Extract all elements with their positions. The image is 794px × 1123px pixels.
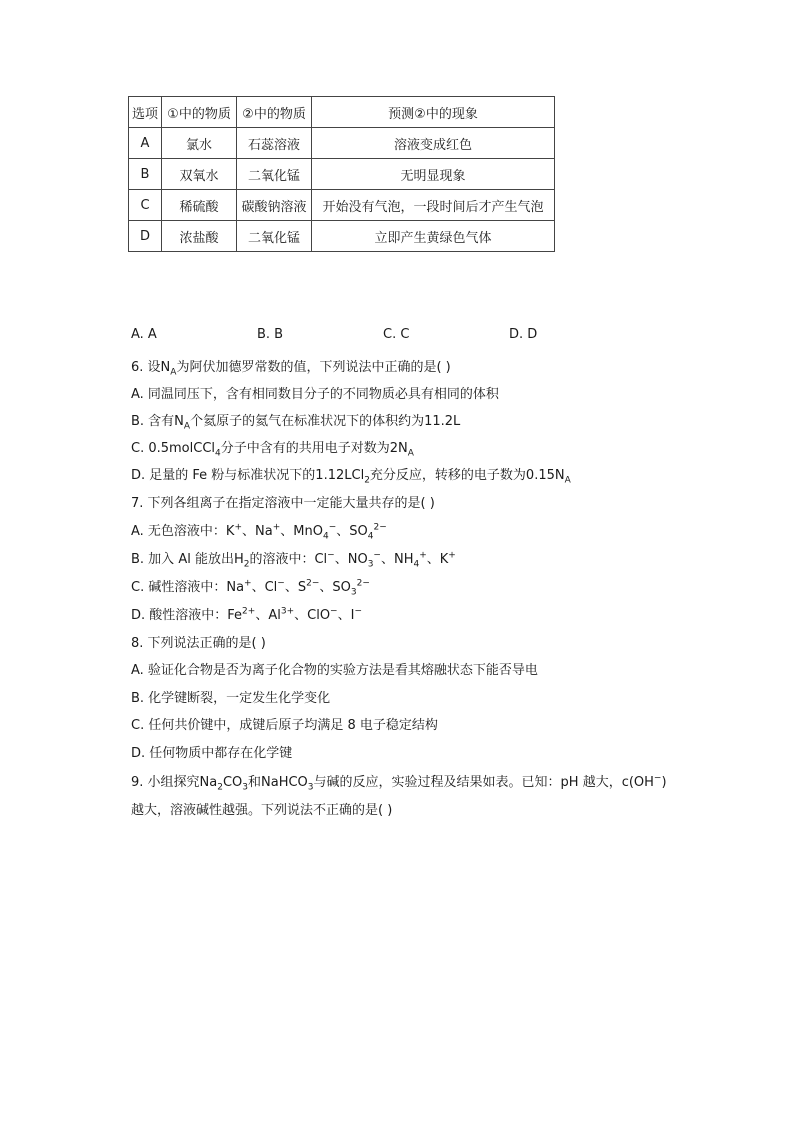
table-row — [129, 190, 555, 221]
q6-stem: 6. 设$N_A$为阿伏加德罗常数的值，下列说法中正确的是( ) — [131, 360, 451, 378]
table-cell: 碳酸钠溶液 — [237, 190, 312, 221]
choice-c: C. C — [383, 327, 410, 342]
table-cell: 稀硫酸 — [162, 190, 237, 221]
table-cell: 双氧水 — [162, 159, 237, 190]
table-cell: 氯水 — [162, 128, 237, 159]
q7-option-a: A. 无色溶液中：K+、Na+、MnO$_4$−、$SO_4^{2-}$ — [131, 522, 387, 542]
table-header-cell: 预测②中的现象 — [312, 97, 555, 128]
q9-stem-line1: 9. 小组探究$Na_2CO_3$和NaHCO$_3$与碱的反应，实验过程及结果如表。已知：pH 越大，c(OH−) — [131, 773, 667, 793]
table-cell: D — [129, 221, 162, 252]
q5-choices — [131, 327, 635, 342]
table-cell: 立即产生黄绿色气体 — [312, 221, 555, 252]
table-row — [129, 221, 555, 252]
q8-option-d: D. 任何物质中都存在化学键 — [131, 746, 293, 761]
q7-option-c: C. 碱性溶液中：Na+、Cl−、$S^{2-}$、$SO_3^{2-}$ — [131, 578, 370, 598]
q8-option-c: C. 任何共价键中，成键后原子均满足 8 电子稳定结构 — [131, 718, 438, 733]
q8-option-a: A. 验证化合物是否为离子化合物的实验方法是看其熔融状态下能否导电 — [131, 663, 538, 678]
table-header-row — [129, 97, 555, 128]
q8-stem: 8. 下列说法正确的是( ) — [131, 636, 266, 651]
table-cell: 石蕊溶液 — [237, 128, 312, 159]
table-header-cell: ①中的物质 — [162, 97, 237, 128]
table-cell: A — [129, 128, 162, 159]
table-cell: B — [129, 159, 162, 190]
table-cell: 无明显现象 — [312, 159, 555, 190]
q6-option-c: C. 0.5molCCl$_4$分子中含有的共用电子对数为$2N_A$ — [131, 441, 414, 459]
choice-a: A. A — [131, 327, 157, 342]
options-table — [128, 96, 555, 252]
table-header-cell: ②中的物质 — [237, 97, 312, 128]
table-cell: 二氧化锰 — [237, 221, 312, 252]
q9-stem-line2: 越大，溶液碱性越强。下列说法不正确的是( ) — [131, 803, 393, 818]
choice-b: B. B — [257, 327, 284, 342]
table-cell: 溶液变成红色 — [312, 128, 555, 159]
table-row — [129, 128, 555, 159]
table-cell: 开始没有气泡，一段时间后才产生气泡 — [312, 190, 555, 221]
table-cell: C — [129, 190, 162, 221]
table-row — [129, 159, 555, 190]
table-cell: 浓盐酸 — [162, 221, 237, 252]
q7-option-d: D. 酸性溶液中：$Fe^{2+}$、$Al^{3+}$、ClO−、I− — [131, 606, 362, 623]
q7-stem: 7. 下列各组离子在指定溶液中一定能大量共存的是( ) — [131, 496, 435, 511]
table-cell: 二氧化锰 — [237, 159, 312, 190]
q6-option-b: B. 含有$N_A$个氦原子的氦气在标准状况下的体积约为11.2L — [131, 414, 461, 432]
q6-option-d: D. 足量的 Fe 粉与标准状况下的1.12LCl$_2$充分反应，转移的电子数为$0.15N_A$ — [131, 468, 571, 486]
table-header-cell: 选项 — [129, 97, 162, 128]
q8-option-b: B. 化学键断裂，一定发生化学变化 — [131, 691, 331, 706]
q7-option-b: B. 加入 Al 能放出$H_2$的溶液中：Cl−、$NO_3^-$、$NH_4^+$、K+ — [131, 550, 456, 570]
choice-d: D. D — [509, 327, 538, 342]
q6-option-a: A. 同温同压下，含有相同数目分子的不同物质必具有相同的体积 — [131, 387, 499, 402]
